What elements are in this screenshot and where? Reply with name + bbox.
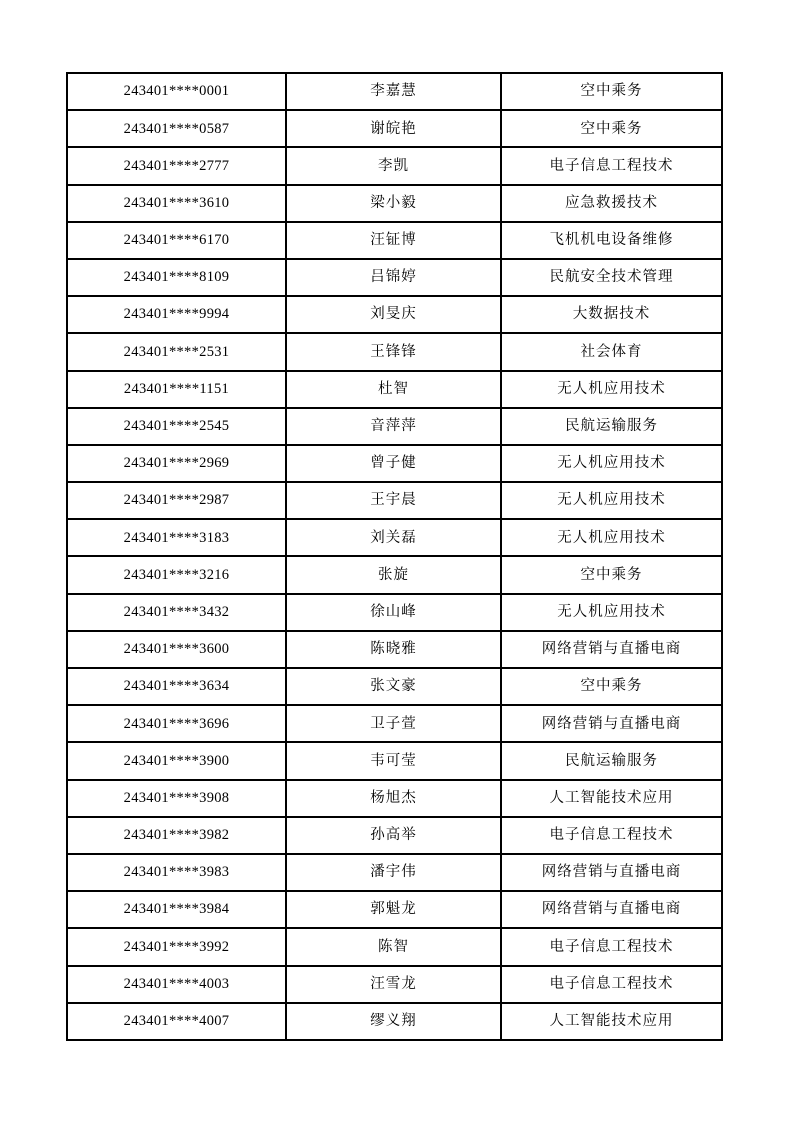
student-name-cell: 李凯 [286, 147, 501, 184]
table-row [67, 222, 722, 259]
table-row [67, 742, 722, 779]
major-cell: 电子信息工程技术 [501, 817, 722, 854]
student-name-cell: 韦可莹 [286, 742, 501, 779]
exam-id-cell: 243401****2531 [67, 333, 286, 370]
table-row [67, 854, 722, 891]
exam-id-cell: 243401****2987 [67, 482, 286, 519]
table-row [67, 594, 722, 631]
exam-id-cell: 243401****8109 [67, 259, 286, 296]
student-name-cell: 音萍萍 [286, 408, 501, 445]
major-cell: 空中乘务 [501, 110, 722, 147]
table-row [67, 705, 722, 742]
table-row [67, 333, 722, 370]
table-row [67, 147, 722, 184]
student-name-cell: 张文豪 [286, 668, 501, 705]
table-row [67, 780, 722, 817]
student-name-cell: 汪雪龙 [286, 966, 501, 1003]
student-name-cell: 李嘉慧 [286, 73, 501, 110]
table-row [67, 631, 722, 668]
major-cell: 无人机应用技术 [501, 371, 722, 408]
major-cell: 人工智能技术应用 [501, 1003, 722, 1040]
major-cell: 飞机机电设备维修 [501, 222, 722, 259]
exam-id-cell: 243401****9994 [67, 296, 286, 333]
exam-id-cell: 243401****3984 [67, 891, 286, 928]
student-name-cell: 王锋锋 [286, 333, 501, 370]
student-name-cell: 缪义翔 [286, 1003, 501, 1040]
table-row [67, 966, 722, 1003]
roster-body [67, 73, 722, 1040]
table-row [67, 1003, 722, 1040]
student-name-cell: 刘关磊 [286, 519, 501, 556]
table-row [67, 817, 722, 854]
student-name-cell: 梁小毅 [286, 185, 501, 222]
exam-id-cell: 243401****3982 [67, 817, 286, 854]
table-row [67, 556, 722, 593]
student-name-cell: 吕锦婷 [286, 259, 501, 296]
table-row [67, 519, 722, 556]
table-row [67, 110, 722, 147]
major-cell: 网络营销与直播电商 [501, 891, 722, 928]
table-row [67, 891, 722, 928]
major-cell: 无人机应用技术 [501, 482, 722, 519]
table-row [67, 482, 722, 519]
student-name-cell: 卫子萱 [286, 705, 501, 742]
exam-id-cell: 243401****3216 [67, 556, 286, 593]
exam-id-cell: 243401****3183 [67, 519, 286, 556]
major-cell: 无人机应用技术 [501, 594, 722, 631]
major-cell: 应急救援技术 [501, 185, 722, 222]
major-cell: 电子信息工程技术 [501, 147, 722, 184]
table-row [67, 668, 722, 705]
major-cell: 空中乘务 [501, 73, 722, 110]
major-cell: 大数据技术 [501, 296, 722, 333]
major-cell: 人工智能技术应用 [501, 780, 722, 817]
student-name-cell: 郭魁龙 [286, 891, 501, 928]
exam-id-cell: 243401****0001 [67, 73, 286, 110]
major-cell: 无人机应用技术 [501, 519, 722, 556]
student-name-cell: 孙高举 [286, 817, 501, 854]
exam-id-cell: 243401****2969 [67, 445, 286, 482]
major-cell: 电子信息工程技术 [501, 928, 722, 965]
major-cell: 民航运输服务 [501, 408, 722, 445]
student-name-cell: 潘宇伟 [286, 854, 501, 891]
table-row [67, 73, 722, 110]
student-roster-table [66, 72, 723, 1041]
exam-id-cell: 243401****3696 [67, 705, 286, 742]
major-cell: 无人机应用技术 [501, 445, 722, 482]
major-cell: 民航安全技术管理 [501, 259, 722, 296]
major-cell: 民航运输服务 [501, 742, 722, 779]
exam-id-cell: 243401****3432 [67, 594, 286, 631]
student-name-cell: 汪钲博 [286, 222, 501, 259]
exam-id-cell: 243401****3983 [67, 854, 286, 891]
exam-id-cell: 243401****4007 [67, 1003, 286, 1040]
table-row [67, 928, 722, 965]
student-name-cell: 陈晓雅 [286, 631, 501, 668]
exam-id-cell: 243401****3634 [67, 668, 286, 705]
exam-id-cell: 243401****3600 [67, 631, 286, 668]
table-row [67, 259, 722, 296]
student-name-cell: 刘旻庆 [286, 296, 501, 333]
exam-id-cell: 243401****3900 [67, 742, 286, 779]
major-cell: 空中乘务 [501, 668, 722, 705]
exam-id-cell: 243401****4003 [67, 966, 286, 1003]
student-name-cell: 谢皖艳 [286, 110, 501, 147]
exam-id-cell: 243401****2545 [67, 408, 286, 445]
major-cell: 网络营销与直播电商 [501, 631, 722, 668]
student-name-cell: 曾子健 [286, 445, 501, 482]
exam-id-cell: 243401****2777 [67, 147, 286, 184]
student-name-cell: 杜智 [286, 371, 501, 408]
exam-id-cell: 243401****1151 [67, 371, 286, 408]
student-name-cell: 杨旭杰 [286, 780, 501, 817]
student-name-cell: 张旋 [286, 556, 501, 593]
exam-id-cell: 243401****3610 [67, 185, 286, 222]
major-cell: 空中乘务 [501, 556, 722, 593]
table-row [67, 371, 722, 408]
student-name-cell: 徐山峰 [286, 594, 501, 631]
major-cell: 网络营销与直播电商 [501, 854, 722, 891]
student-name-cell: 陈智 [286, 928, 501, 965]
table-row [67, 296, 722, 333]
exam-id-cell: 243401****0587 [67, 110, 286, 147]
exam-id-cell: 243401****3908 [67, 780, 286, 817]
exam-id-cell: 243401****3992 [67, 928, 286, 965]
major-cell: 电子信息工程技术 [501, 966, 722, 1003]
table-row [67, 408, 722, 445]
major-cell: 网络营销与直播电商 [501, 705, 722, 742]
table-row [67, 185, 722, 222]
exam-id-cell: 243401****6170 [67, 222, 286, 259]
table-row [67, 445, 722, 482]
student-name-cell: 王宇晨 [286, 482, 501, 519]
major-cell: 社会体育 [501, 333, 722, 370]
